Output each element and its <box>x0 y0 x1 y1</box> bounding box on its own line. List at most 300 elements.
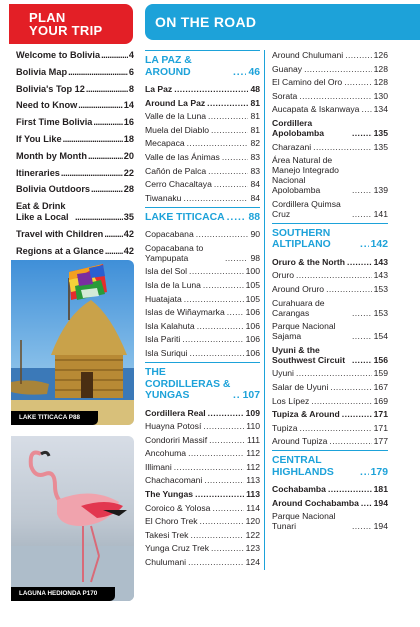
toc-entry-page: 143 <box>373 270 388 281</box>
toc-entry-page: 109 <box>245 407 260 418</box>
toc-entry-page: 90 <box>250 229 260 240</box>
toc-entry-label: Around La Paz <box>145 97 206 108</box>
toc-entry-page: 84 <box>250 179 260 190</box>
toc-entry-page: 110 <box>246 421 260 432</box>
toc-entry-page: 112 <box>246 448 260 459</box>
dot-leader <box>203 280 244 290</box>
toc-entry-label: Mecapaca <box>145 138 185 149</box>
toc-entry-page: 177 <box>373 436 388 447</box>
toc-entry-label: Around Tupiza <box>272 436 328 447</box>
plan-title-line2: YOUR TRIP <box>29 23 103 38</box>
toc-entry[interactable] <box>272 77 388 87</box>
toc-entry-label: Guanay <box>272 63 303 74</box>
plan-toc-item[interactable] <box>16 100 134 111</box>
region-divider <box>272 450 388 451</box>
dot-leader <box>195 489 244 499</box>
toc-entry-page: 134 <box>373 104 388 115</box>
photo1-caption: LAKE TITICACA P88 <box>11 411 98 425</box>
dot-leader <box>197 321 244 331</box>
subregion-entry[interactable] <box>272 257 388 267</box>
region-heading-page: 107 <box>242 390 260 401</box>
toc-entry-page: 106 <box>245 334 260 345</box>
plan-toc-item-label: First Time Bolivia <box>16 117 93 128</box>
plan-toc-item-page: 28 <box>123 184 134 195</box>
toc-entry-page: 194 <box>373 497 388 508</box>
region-heading[interactable] <box>272 228 388 251</box>
toc-entry-label: Tiwanaku <box>145 192 182 203</box>
plan-toc-item-page: 42 <box>123 228 134 239</box>
on-the-road-header: ON THE ROAD <box>145 4 420 40</box>
dot-leader <box>352 355 372 365</box>
toc-entry[interactable] <box>145 152 260 162</box>
dot-leader <box>190 530 243 540</box>
plan-toc-item-label: Month by Month <box>16 150 87 161</box>
dot-leader <box>211 543 244 553</box>
toc-entry[interactable] <box>272 511 388 531</box>
plan-toc-item-label: Need to Know <box>16 100 78 111</box>
toc-entry[interactable] <box>145 229 260 239</box>
dot-leader <box>101 50 128 61</box>
toc-entry-label: Around Chulumani <box>272 50 344 60</box>
region-heading-label: LA PAZ & AROUND <box>145 55 192 78</box>
toc-entry-label: Coroico & Yolosa <box>145 502 211 513</box>
toc-entry-page: 111 <box>246 434 260 445</box>
dot-leader <box>299 91 371 101</box>
plan-toc-item[interactable] <box>16 151 134 162</box>
dot-leader <box>188 557 244 567</box>
toc-entry-label: Isla Suriqui <box>145 348 188 358</box>
subregion-entry[interactable] <box>272 118 388 138</box>
plan-toc-item[interactable] <box>16 117 134 128</box>
plan-toc-item-label: Bolivia's Top 12 <box>16 83 85 94</box>
toc-entry[interactable] <box>145 179 260 189</box>
toc-entry-label: Cordillera Real <box>145 407 206 418</box>
laguna-hedionda-photo <box>11 436 134 601</box>
dot-leader <box>174 84 248 94</box>
toc-entry-page: 106 <box>245 307 260 318</box>
toc-entry-page: 120 <box>245 516 260 527</box>
toc-entry-page: 100 <box>245 266 260 277</box>
toc-entry-label: Oruro & the North <box>272 256 346 267</box>
toc-entry-label: Chulumani <box>145 557 187 568</box>
toc-entry[interactable] <box>272 50 388 60</box>
toc-entry[interactable] <box>272 396 388 406</box>
dot-leader <box>211 125 248 135</box>
plan-toc-item-page: 4 <box>128 50 134 60</box>
toc-entry-label: Takesi Trek <box>145 529 189 540</box>
toc-entry-page: 143 <box>373 256 388 267</box>
toc-entry-page: 135 <box>373 127 388 138</box>
dot-leader <box>204 475 244 485</box>
dot-leader <box>360 467 369 479</box>
region-heading[interactable] <box>145 212 260 224</box>
dot-leader <box>311 396 371 406</box>
toc-entry[interactable] <box>145 111 260 121</box>
dot-leader <box>86 84 128 95</box>
toc-entry-page: 105 <box>245 280 260 291</box>
toc-entry-label: El Choro Trek <box>145 516 198 527</box>
dot-leader <box>200 516 244 526</box>
subregion-entry[interactable] <box>272 409 388 419</box>
dot-leader <box>93 117 122 128</box>
toc-entry-page: 81 <box>250 97 260 108</box>
plan-toc-item-label: If You Like <box>16 133 62 144</box>
toc-entry-label: Islas de Wiñaymarka <box>145 307 225 318</box>
dot-leader <box>91 184 123 195</box>
dot-leader <box>203 421 244 431</box>
dot-leader <box>184 294 244 304</box>
toc-entry[interactable] <box>272 423 388 433</box>
toc-entry-label: Aucapata & Iskanwaya <box>272 104 360 115</box>
toc-entry-page: 153 <box>373 307 388 318</box>
toc-entry-page: 169 <box>373 395 388 406</box>
toc-entry-page: 194 <box>373 521 388 532</box>
region-divider <box>145 207 260 208</box>
toc-entry-page: 113 <box>246 489 260 500</box>
toc-entry-label: Muela del Diablo <box>145 124 210 135</box>
plan-toc-item-label: Eat & Drink Like a Local <box>16 201 69 223</box>
toc-entry[interactable] <box>272 64 388 74</box>
toc-entry-label: Oruro <box>272 270 294 281</box>
dot-leader <box>78 100 123 111</box>
toc-entry-label: Área Natural de Manejo Integrado Nacional Apolobamba <box>272 155 339 196</box>
toc-entry[interactable] <box>145 475 260 485</box>
toc-entry-label: Around Cochabamba <box>272 497 359 508</box>
plan-toc-item-page: 18 <box>123 133 134 144</box>
plan-toc-item-page: 8 <box>128 83 134 94</box>
plan-toc-item-page: 14 <box>123 100 134 111</box>
toc-entry[interactable] <box>145 530 260 540</box>
toc-entry-page: 82 <box>250 138 260 149</box>
toc-entry-page: 167 <box>373 381 388 392</box>
dot-leader <box>352 209 372 219</box>
region-heading-page: 142 <box>370 239 388 251</box>
toc-entry-label: Cordillera Apolobamba <box>272 117 325 138</box>
subregion-entry[interactable] <box>145 489 260 499</box>
dot-leader <box>352 521 372 531</box>
toc-entry[interactable] <box>145 243 260 263</box>
flamingo-image <box>11 436 134 601</box>
dot-leader <box>344 77 371 87</box>
toc-entry-page: 153 <box>373 283 388 294</box>
toc-entry[interactable] <box>145 334 260 344</box>
plan-toc-item-page: 22 <box>123 167 134 178</box>
toc-entry-label: Isla Kalahuta <box>145 320 195 331</box>
toc-entry[interactable] <box>145 516 260 526</box>
plan-toc-item-label: Regions at a Glance <box>16 245 104 256</box>
toc-entry[interactable] <box>145 193 260 203</box>
toc-entry[interactable] <box>272 142 388 152</box>
toc-entry-page: 159 <box>373 368 388 379</box>
subregion-entry[interactable] <box>272 345 388 365</box>
toc-entry-page: 128 <box>373 77 388 88</box>
dot-leader <box>209 435 245 445</box>
toc-entry[interactable] <box>145 348 260 358</box>
toc-entry[interactable] <box>272 104 388 114</box>
toc-entry-page: 83 <box>250 165 260 176</box>
dot-leader <box>352 128 372 138</box>
dot-leader <box>330 382 371 392</box>
plan-toc-item[interactable] <box>16 246 134 257</box>
dot-leader <box>190 348 244 358</box>
region-heading-label: SOUTHERN ALTIPLANO <box>272 227 331 251</box>
region-divider <box>145 50 260 51</box>
plan-toc-item-page: 42 <box>123 245 134 256</box>
toc-entry-label: Huatajata <box>145 293 182 304</box>
region-heading[interactable] <box>145 55 260 78</box>
toc-entry-page: 124 <box>245 557 260 568</box>
subregion-entry[interactable] <box>272 484 388 494</box>
region-heading-page: 46 <box>248 66 260 78</box>
toc-entry[interactable] <box>145 557 260 567</box>
plan-toc-item-page: 20 <box>123 150 134 161</box>
region-heading-page: 179 <box>370 466 388 478</box>
dot-leader <box>352 308 372 318</box>
toc-entry-label: Curahuara de Carangas <box>272 297 325 318</box>
plan-toc-item-page: 6 <box>128 66 134 77</box>
subregion-entry[interactable] <box>145 408 260 418</box>
dot-leader <box>88 151 123 162</box>
dot-leader <box>225 253 248 263</box>
plan-toc-item-label: Travel with Children <box>16 228 104 239</box>
dot-leader <box>361 104 371 114</box>
toc-entry[interactable] <box>272 199 388 219</box>
plan-toc-item[interactable] <box>16 201 134 223</box>
region-heading-label: THE CORDILLERAS & YUNGAS <box>145 367 231 401</box>
toc-entry[interactable] <box>145 503 260 513</box>
toc-entry-page: 81 <box>250 124 260 135</box>
toc-entry[interactable] <box>145 166 260 176</box>
dot-leader <box>328 484 372 494</box>
region-divider <box>272 223 388 224</box>
toc-entry-label: Charazani <box>272 141 312 152</box>
dot-leader <box>296 368 372 378</box>
toc-entry-label: Isla de la Luna <box>145 280 201 291</box>
dot-leader <box>105 246 123 257</box>
toc-entry-page: 105 <box>245 293 260 304</box>
subregion-entry[interactable] <box>145 84 260 94</box>
toc-entry-label: Sorata <box>272 90 298 101</box>
toc-entry-page: 106 <box>245 348 260 358</box>
toc-entry-page: 98 <box>250 252 260 263</box>
toc-entry-label: Isla Pariti <box>145 334 181 345</box>
toc-entry-label: Valle de las Ánimas <box>145 151 220 162</box>
dot-leader <box>183 193 248 203</box>
toc-entry-page: 130 <box>373 90 388 101</box>
region-heading[interactable] <box>145 367 260 402</box>
toc-entry-page: 84 <box>250 192 260 203</box>
toc-entry-page: 106 <box>245 320 260 331</box>
toc-entry-label: Cerro Chacaltaya <box>145 179 212 190</box>
toc-entry[interactable] <box>145 462 260 472</box>
dot-leader <box>342 409 372 419</box>
plan-title-line1: PLAN <box>29 10 66 25</box>
toc-entry[interactable] <box>145 543 260 553</box>
toc-entry-label: Illimani <box>145 461 172 472</box>
toc-entry-page: 156 <box>373 354 388 365</box>
dot-leader <box>63 134 123 145</box>
toc-entry-page: 122 <box>245 529 260 540</box>
dot-leader <box>61 168 123 179</box>
dot-leader <box>208 111 248 121</box>
toc-entry-page: 139 <box>373 185 388 196</box>
toc-entry[interactable] <box>272 284 388 294</box>
toc-entry-label: Yunga Cruz Trek <box>145 543 210 554</box>
plan-toc-list <box>16 50 134 263</box>
plan-toc-item[interactable] <box>16 50 134 61</box>
toc-entry-label: Ancohuma <box>145 448 187 459</box>
toc-entry[interactable] <box>145 138 260 148</box>
plan-your-trip-header <box>9 4 133 44</box>
toc-entry-page: 171 <box>373 409 388 420</box>
toc-entry-label: Salar de Uyuni <box>272 381 329 392</box>
toc-entry-page: 112 <box>246 461 260 472</box>
toc-entry-label: Condoriri Massif <box>145 434 208 445</box>
dot-leader <box>189 266 244 276</box>
toc-entry-label: El Camino del Oro <box>272 77 343 88</box>
toc-entry-page: 83 <box>250 151 260 162</box>
toc-entry-page: 126 <box>373 50 388 60</box>
subregion-entry[interactable] <box>272 498 388 508</box>
dot-leader <box>68 67 128 78</box>
toc-entry[interactable] <box>145 435 260 445</box>
plan-toc-item-label: Bolivia Map <box>16 66 68 77</box>
dot-leader <box>326 284 372 294</box>
region-heading-page: 88 <box>248 211 260 223</box>
region-divider <box>145 362 260 363</box>
dot-leader <box>361 498 372 508</box>
toc-entry[interactable] <box>272 368 388 378</box>
toc-entry[interactable] <box>272 270 388 280</box>
plan-toc-item[interactable] <box>16 184 134 195</box>
dot-leader <box>208 166 248 176</box>
plan-toc-item[interactable] <box>16 134 134 145</box>
plan-toc-item[interactable] <box>16 84 134 95</box>
toc-entry[interactable] <box>272 436 388 446</box>
toc-entry-page: 135 <box>373 141 388 152</box>
dot-leader <box>182 334 243 344</box>
region-heading[interactable] <box>272 455 388 478</box>
plan-toc-item[interactable] <box>16 229 134 240</box>
toc-entry-label: Tupiza <box>272 422 298 433</box>
toc-entry-page: 113 <box>246 475 260 486</box>
plan-toc-item-label: Welcome to Bolivia <box>16 50 101 60</box>
toc-entry-label: Copacabana <box>145 229 194 240</box>
dot-leader <box>227 212 247 224</box>
dot-leader <box>174 462 245 472</box>
toc-entry-label: Valle de la Luna <box>145 111 206 122</box>
lake-titicaca-photo <box>11 260 134 425</box>
toc-entry-page: 81 <box>250 111 260 122</box>
dot-leader <box>208 408 244 418</box>
toc-entry-label: Cordillera Quimsa Cruz <box>272 198 341 219</box>
dot-leader <box>188 448 244 458</box>
toc-entry-page: 171 <box>373 422 388 433</box>
toc-entry-label: Parque Nacional Sajama <box>272 321 336 342</box>
plan-toc-item[interactable] <box>16 67 134 78</box>
toc-entry[interactable] <box>145 307 260 317</box>
toc-entry-label: Copacabana to Yampupata <box>145 242 204 263</box>
dot-leader <box>212 503 244 513</box>
toc-entry[interactable] <box>145 125 260 135</box>
toc-entry-page: 141 <box>373 208 388 219</box>
toc-entry-label: Los Lípez <box>272 395 310 406</box>
dot-leader <box>207 98 248 108</box>
dot-leader <box>329 436 371 446</box>
toc-entry-label: Cañón de Palca <box>145 165 207 176</box>
toc-entry-page: 154 <box>373 331 388 342</box>
dot-leader <box>227 307 244 317</box>
toc-entry-page: 128 <box>373 63 388 74</box>
toc-entry[interactable] <box>272 382 388 392</box>
dot-leader <box>347 257 372 267</box>
dot-leader <box>222 152 249 162</box>
toc-entry-label: La Paz <box>145 84 173 94</box>
toc-entry-label: Cochabamba <box>272 484 326 495</box>
toc-entry-page: 181 <box>373 484 388 495</box>
dot-leader <box>352 185 372 195</box>
dot-leader <box>360 239 369 251</box>
plan-toc-item[interactable] <box>16 168 134 179</box>
dot-leader <box>304 64 372 74</box>
dot-leader <box>233 390 241 402</box>
dot-leader <box>196 229 249 239</box>
toc-entry-page: 48 <box>250 84 260 94</box>
toc-entry[interactable] <box>145 280 260 290</box>
lake-titicaca-image <box>11 260 134 425</box>
toc-entry-page: 123 <box>245 543 260 554</box>
toc-entry[interactable] <box>272 321 388 341</box>
toc-entry[interactable] <box>145 266 260 276</box>
road-toc-column-2 <box>272 50 388 535</box>
toc-entry-label: Uyuni <box>272 368 294 379</box>
toc-entry-label: Huayna Potosí <box>145 421 202 432</box>
toc-entry[interactable] <box>145 321 260 331</box>
dot-leader <box>214 179 249 189</box>
toc-entry[interactable] <box>145 421 260 431</box>
dot-leader <box>345 50 371 60</box>
plan-toc-item-page: 35 <box>123 212 134 223</box>
road-toc-column-1 <box>145 50 260 571</box>
dot-leader <box>104 229 122 240</box>
toc-entry-page: 114 <box>246 502 260 513</box>
toc-entry-label: The Yungas <box>145 489 194 500</box>
region-heading-label: LAKE TITICACA <box>145 211 225 223</box>
photo2-caption: LAGUNA HEDIONDA P170 <box>11 587 115 601</box>
toc-entry[interactable] <box>272 298 388 318</box>
dot-leader <box>75 212 123 223</box>
toc-entry[interactable] <box>145 448 260 458</box>
toc-entry-label: Tupiza & Around <box>272 409 340 420</box>
toc-entry[interactable] <box>272 91 388 101</box>
toc-entry-label: Around Oruro <box>272 283 325 294</box>
dot-leader <box>233 67 246 79</box>
column-divider <box>264 50 265 570</box>
dot-leader <box>313 142 371 152</box>
dot-leader <box>352 331 372 341</box>
toc-entry-label: Parque Nacional Tunari <box>272 511 336 532</box>
toc-entry-label: Chachacomani <box>145 475 203 486</box>
region-heading-label: CENTRAL HIGHLANDS <box>272 455 334 478</box>
dot-leader <box>296 270 372 280</box>
toc-entry[interactable] <box>272 155 388 195</box>
subregion-entry[interactable] <box>145 98 260 108</box>
plan-toc-item-label: Itineraries <box>16 167 60 178</box>
plan-toc-item-page: 16 <box>123 117 134 128</box>
toc-entry-label: Uyuni & the Southwest Circuit <box>272 344 346 365</box>
dot-leader <box>299 423 371 433</box>
toc-entry[interactable] <box>145 294 260 304</box>
